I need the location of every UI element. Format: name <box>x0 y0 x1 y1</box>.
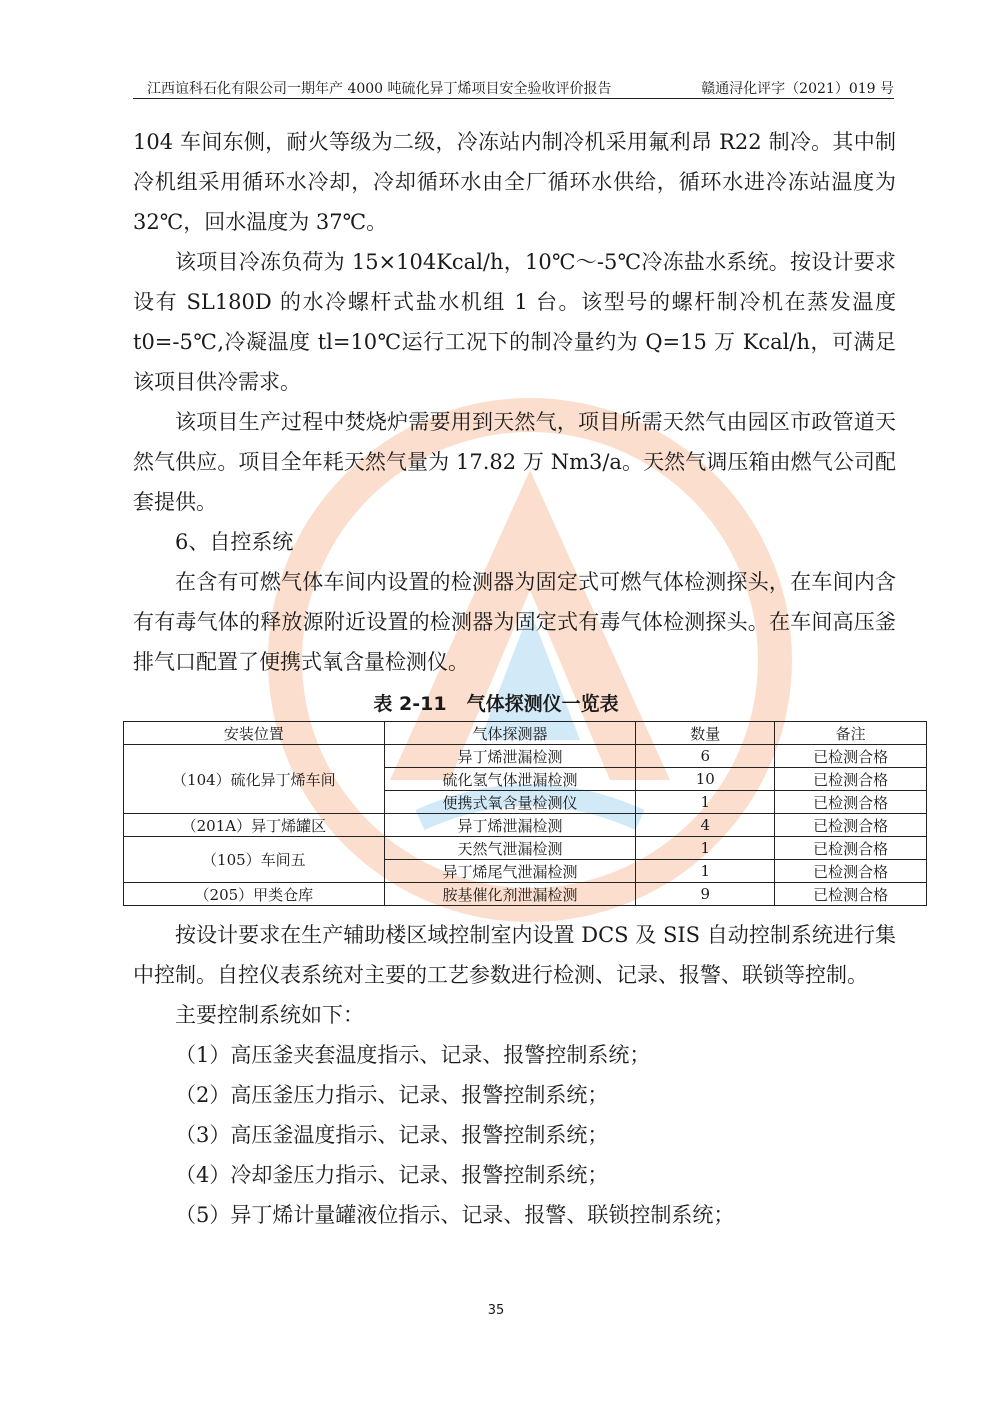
header-report-number: 赣通浔化评字（2021）019 号 <box>701 81 894 97</box>
column-header: 备注 <box>775 722 927 745</box>
detector-cell: 便携式氧含量检测仪 <box>384 791 636 814</box>
count-cell: 1 <box>636 837 775 860</box>
paragraph: 该项目生产过程中焚烧炉需要用到天然气，项目所需天然气由园区市政管道天然气供应。项目全年耗天然气量为 17.82 万 Nm3/a。天然气调压箱由燃气公司配套提供。 <box>133 410 896 514</box>
table-caption-number: 表 2-11 <box>373 693 447 715</box>
table-row <box>124 814 927 837</box>
count-cell: 4 <box>636 814 775 837</box>
body-section-top <box>133 122 896 682</box>
note-cell: 已检测合格 <box>775 768 927 791</box>
body-section-bottom <box>133 915 896 1235</box>
section-heading: 6、自控系统 <box>175 530 294 554</box>
column-header: 气体探测器 <box>384 722 636 745</box>
paragraph: 按设计要求在生产辅助楼区域控制室内设置 DCS 及 SIS 自动控制系统进行集中控制。自控仪表系统对主要的工艺参数进行检测、记录、报警、联锁等控制。 <box>133 923 896 987</box>
table-row <box>124 745 927 768</box>
list-item: （1）高压釜夹套温度指示、记录、报警控制系统； <box>175 1043 651 1067</box>
count-cell: 1 <box>636 860 775 883</box>
detector-cell: 硫化氢气体泄漏检测 <box>384 768 636 791</box>
detector-cell: 天然气泄漏检测 <box>384 837 636 860</box>
page-header <box>133 78 894 99</box>
note-cell: 已检测合格 <box>775 814 927 837</box>
list-item: （4）冷却釜压力指示、记录、报警控制系统； <box>175 1163 609 1187</box>
detector-cell: 异丁烯尾气泄漏检测 <box>384 860 636 883</box>
location-cell: （104）硫化异丁烯车间 <box>124 745 385 814</box>
paragraph: 主要控制系统如下： <box>175 1003 364 1027</box>
count-cell: 10 <box>636 768 775 791</box>
note-cell: 已检测合格 <box>775 883 927 906</box>
table-row <box>124 883 927 906</box>
note-cell: 已检测合格 <box>775 791 927 814</box>
list-item: （2）高压釜压力指示、记录、报警控制系统； <box>175 1083 609 1107</box>
location-cell: （105）车间五 <box>124 837 385 883</box>
table-caption <box>0 689 992 716</box>
count-cell: 1 <box>636 791 775 814</box>
paragraph: 104 车间东侧，耐火等级为二级，冷冻站内制冷机采用氟利昂 R22 制冷。其中制冷机组采用循环水冷却，冷却循环水由全厂循环水供给，循环水进冷冻站温度为 32℃，回水温度为 37℃。 <box>133 130 896 234</box>
note-cell: 已检测合格 <box>775 837 927 860</box>
count-cell: 9 <box>636 883 775 906</box>
list-item: （5）异丁烯计量罐液位指示、记录、报警、联锁控制系统； <box>175 1203 735 1227</box>
detector-cell: 胺基催化剂泄漏检测 <box>384 883 636 906</box>
location-cell: （205）甲类仓库 <box>124 883 385 906</box>
count-cell: 6 <box>636 745 775 768</box>
header-report-title: 江西谊科石化有限公司一期年产 4000 吨硫化异丁烯项目安全验收评价报告 <box>147 81 612 97</box>
column-header: 安装位置 <box>124 722 385 745</box>
page-number: 35 <box>487 1303 505 1318</box>
detector-cell: 异丁烯泄漏检测 <box>384 745 636 768</box>
note-cell: 已检测合格 <box>775 745 927 768</box>
location-cell: （201A）异丁烯罐区 <box>124 814 385 837</box>
column-header: 数量 <box>636 722 775 745</box>
table-header-row <box>124 722 927 745</box>
paragraph: 该项目冷冻负荷为 15×104Kcal/h，10℃～-5℃冷冻盐水系统。按设计要求设有 SL180D 的水冷螺杆式盐水机组 1 台。该型号的螺杆制冷机在蒸发温度 t0=-5℃,冷凝温度 tl=10℃运行工况下的制冷量约为 Q=15 万 Kcal/h，可满足该项目供冷需求。 <box>133 250 896 394</box>
list-item: （3）高压釜温度指示、记录、报警控制系统； <box>175 1123 609 1147</box>
gas-detector-table <box>123 721 927 906</box>
table-caption-title: 气体探测仪一览表 <box>466 693 619 715</box>
detector-cell: 异丁烯泄漏检测 <box>384 814 636 837</box>
table-row <box>124 837 927 860</box>
paragraph: 在含有可燃气体车间内设置的检测器为固定式可燃气体检测探头，在车间内含有有毒气体的释放源附近设置的检测器为固定式有毒气体检测探头。在车间高压釜排气口配置了便携式氧含量检测仪。 <box>133 570 896 674</box>
note-cell: 已检测合格 <box>775 860 927 883</box>
